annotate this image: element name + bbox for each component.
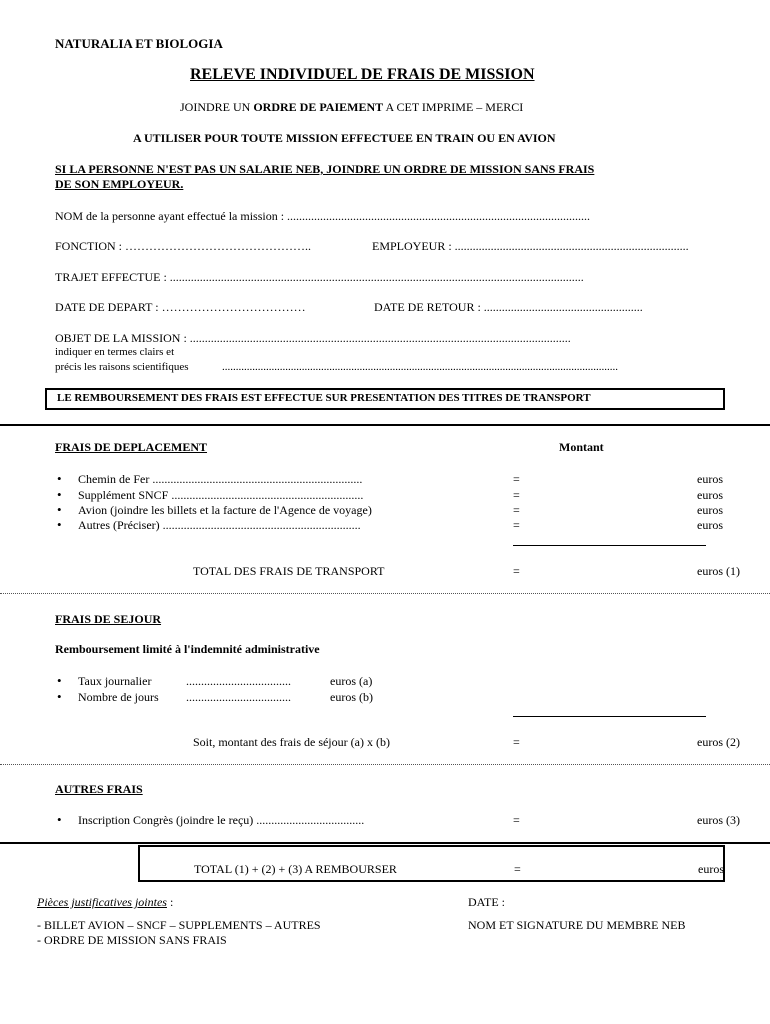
bullet-icon: •: [57, 471, 62, 486]
field-employeur[interactable]: EMPLOYEUR : ..............................................................................: [372, 239, 689, 253]
join-instruction: JOINDRE UN ORDRE DE PAIEMENT A CET IMPRIME – MERCI: [180, 100, 524, 114]
item-eq: =: [513, 472, 520, 486]
field-date-retour[interactable]: DATE DE RETOUR : .....................................................: [374, 300, 643, 314]
objet-note-1: indiquer en termes clairs et: [55, 346, 175, 358]
sejour-total-label: Soit, montant des frais de séjour (a) x (b): [193, 735, 390, 749]
bullet-icon: •: [57, 502, 62, 517]
section-divider: [0, 764, 770, 765]
bullet-icon: •: [57, 673, 62, 688]
notice-line-2: DE SON EMPLOYEUR.: [55, 177, 184, 191]
item-avion: Avion (joindre les billets et la facture de l'Agence de voyage): [78, 503, 372, 517]
sejour-subheading: Remboursement limité à l'indemnité administrative: [55, 642, 320, 656]
item-autres: Autres (Préciser) ..................................................................: [78, 518, 361, 532]
item-amount-avion[interactable]: euros: [697, 503, 723, 517]
section-divider: [0, 593, 770, 594]
item-amount-autres[interactable]: euros: [697, 518, 723, 532]
field-trajet[interactable]: TRAJET EFFECTUE : ..........................................................................................................................................: [55, 270, 584, 284]
inscription-amount[interactable]: euros (3): [697, 813, 740, 827]
sejour-total-eq: =: [513, 735, 520, 749]
signature-field[interactable]: NOM ET SIGNATURE DU MEMBRE NEB: [468, 918, 686, 932]
pieces-line-2: - ORDRE DE MISSION SANS FRAIS: [37, 933, 227, 947]
field-objet[interactable]: OBJET DE LA MISSION : ...............................................................................................................................: [55, 331, 571, 345]
nombre-jours-label: Nombre de jours: [78, 690, 159, 704]
objet-note-2: précis les raisons scientifiques: [55, 361, 189, 373]
field-date-depart[interactable]: DATE DE DEPART : ………………………………: [55, 300, 306, 314]
item-supplement-sncf: Supplément SNCF ................................................................: [78, 488, 364, 502]
field-objet-line-2[interactable]: ................................................................................................................................................: [222, 361, 618, 373]
nombre-jours-unit: euros (b): [330, 690, 373, 704]
usage-note: A UTILISER POUR TOUTE MISSION EFFECTUEE EN TRAIN OU EN AVION: [133, 131, 556, 145]
bullet-icon: •: [57, 517, 62, 532]
grand-total-eq: =: [514, 862, 521, 876]
grand-total-box: [138, 845, 725, 882]
bullet-icon: •: [57, 487, 62, 502]
taux-journalier-field[interactable]: ...................................: [186, 674, 291, 688]
autres-heading: AUTRES FRAIS: [55, 782, 143, 796]
sum-line: [513, 545, 706, 546]
sejour-heading: FRAIS DE SEJOUR: [55, 612, 162, 626]
pieces-line-1: - BILLET AVION – SNCF – SUPPLEMENTS – AUTRES: [37, 918, 321, 932]
section-divider: [0, 842, 770, 844]
reimbursement-notice: LE REMBOURSEMENT DES FRAIS EST EFFECTUE SUR PRESENTATION DES TITRES DE TRANSPORT: [57, 392, 591, 404]
item-chemin-de-fer: Chemin de Fer ......................................................................: [78, 472, 363, 486]
reimbursement-notice-box: [45, 388, 725, 410]
section-divider: [0, 424, 770, 426]
org-name: NATURALIA ET BIOLOGIA: [55, 36, 223, 51]
nombre-jours-field[interactable]: ...................................: [186, 690, 291, 704]
bullet-icon: •: [57, 812, 62, 827]
sejour-total-amount[interactable]: euros (2): [697, 735, 740, 749]
total-transport-label: TOTAL DES FRAIS DE TRANSPORT: [193, 564, 385, 578]
sum-line: [513, 716, 706, 717]
pieces-justificatives: Pièces justificatives jointes :: [37, 895, 174, 909]
date-field[interactable]: DATE :: [468, 895, 505, 909]
taux-journalier-label: Taux journalier: [78, 674, 152, 688]
form-title: RELEVE INDIVIDUEL DE FRAIS DE MISSION: [190, 66, 535, 83]
taux-journalier-unit: euros (a): [330, 674, 373, 688]
item-amount-chemin-de-fer[interactable]: euros: [697, 472, 723, 486]
deplacement-heading: FRAIS DE DEPLACEMENT: [55, 440, 208, 454]
total-transport-amount[interactable]: euros (1): [697, 564, 740, 578]
inscription-congres: Inscription Congrès (joindre le reçu) ....................................: [78, 813, 365, 827]
inscription-eq: =: [513, 813, 520, 827]
montant-heading: Montant: [559, 440, 604, 454]
field-nom[interactable]: NOM de la personne ayant effectué la mission : .....................................................................................................: [55, 209, 591, 223]
item-eq: =: [513, 503, 520, 517]
grand-total-amount[interactable]: euros: [698, 862, 724, 876]
bullet-icon: •: [57, 689, 62, 704]
item-eq: =: [513, 518, 520, 532]
item-amount-supplement[interactable]: euros: [697, 488, 723, 502]
item-eq: =: [513, 488, 520, 502]
field-fonction[interactable]: FONCTION : ………………………………………..: [55, 239, 312, 253]
grand-total-label: TOTAL (1) + (2) + (3) A REMBOURSER: [194, 862, 397, 876]
total-transport-eq: =: [513, 564, 520, 578]
notice-line-1: SI LA PERSONNE N'EST PAS UN SALARIE NEB, JOINDRE UN ORDRE DE MISSION SANS FRAIS: [55, 162, 595, 176]
